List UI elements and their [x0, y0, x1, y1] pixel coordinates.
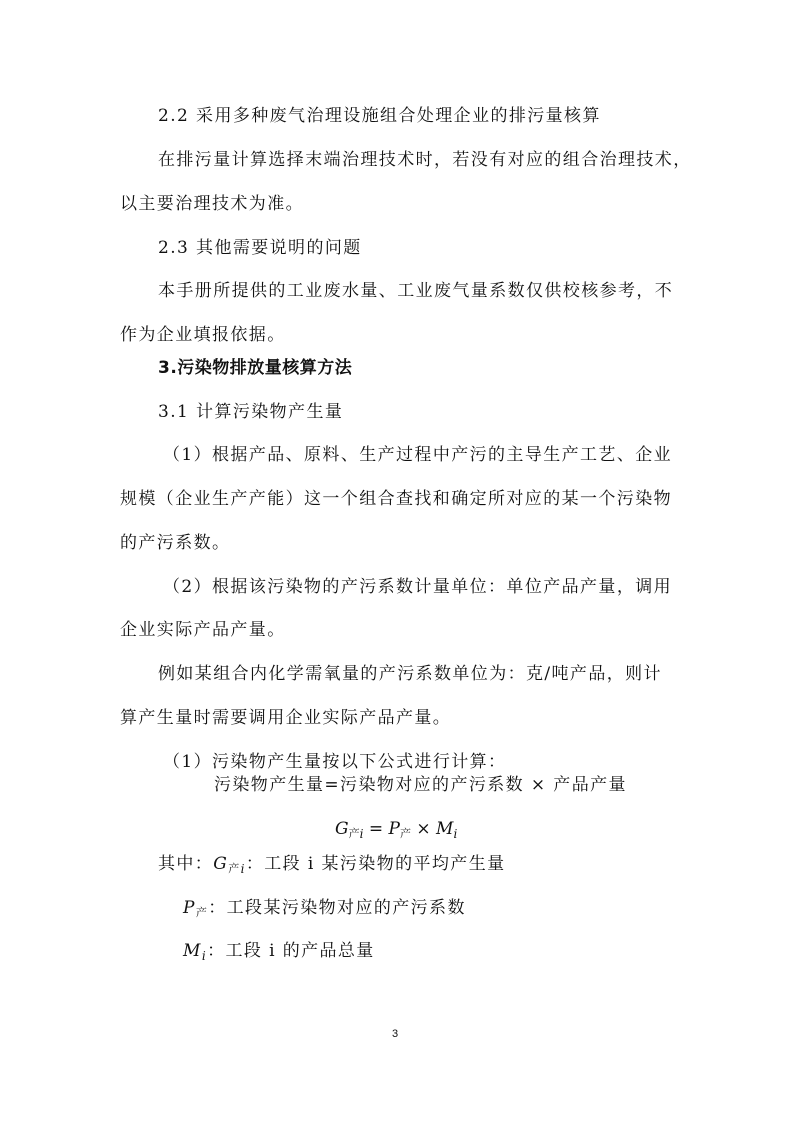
paragraph-line: 作为企业填报依据。 — [120, 325, 286, 345]
paragraph-line: 例如某组合内化学需氧量的产污系数单位为：克/吨产品，则计 — [158, 664, 662, 684]
formula-equals: = — [363, 819, 389, 839]
definition-p-text: ：工段某污染物对应的产污系数 — [208, 898, 466, 918]
formula-times: × — [410, 819, 437, 839]
definition-line-g — [158, 853, 506, 880]
main-formula — [335, 818, 457, 845]
definition-m-text: ：工段 i 的产品总量 — [207, 941, 375, 961]
def-m-i: i — [201, 949, 208, 963]
paragraph-line: （1）污染物产生量按以下公式进行计算： — [163, 752, 507, 772]
paragraph-line: 以主要治理技术为准。 — [120, 194, 304, 214]
formula-g: G — [335, 819, 349, 839]
formula-m-i: i — [453, 827, 458, 841]
def-p-sub: 产 — [195, 906, 209, 919]
definition-line-p — [183, 897, 466, 924]
formula-m: M — [436, 819, 454, 839]
definition-prefix: 其中： — [158, 854, 214, 874]
formula-g-i: i — [359, 827, 364, 841]
paragraph-line: 的产污系数。 — [120, 533, 231, 553]
section-heading-3-1: 3.1 计算污染物产生量 — [158, 402, 344, 422]
paragraph-line: 规模（企业生产产能）这一个组合查找和确定所对应的某一个污染物 — [120, 489, 672, 509]
formula-p-sub: 产 — [399, 827, 411, 840]
paragraph-line: 企业实际产品产量。 — [120, 620, 286, 640]
word-formula: 污染物产生量=污染物对应的产污系数 × 产品产量 — [214, 775, 627, 795]
paragraph-line: 算产生量时需要调用企业实际产品产量。 — [120, 708, 452, 728]
definition-line-m — [183, 940, 375, 967]
section-heading-3: 3.污染物排放量核算方法 — [158, 358, 353, 378]
section-heading-2-2: 2.2 采用多种废气治理设施组合处理企业的排污量核算 — [158, 106, 601, 126]
def-g-sub: 产 — [228, 862, 241, 875]
def-g-i: i — [240, 862, 246, 876]
def-g-symbol: G — [213, 854, 229, 874]
page-number: 3 — [392, 1028, 399, 1040]
paragraph-line: （2）根据该污染物的产污系数计量单位：单位产品产量，调用 — [163, 577, 673, 597]
def-m-symbol: M — [183, 941, 202, 961]
paragraph-line: 本手册所提供的工业废水量、工业废气量系数仅供校核参考，不 — [158, 281, 674, 301]
formula-p: P — [388, 819, 400, 839]
paragraph-line: 在排污量计算选择末端治理技术时，若没有对应的组合治理技术， — [158, 150, 692, 170]
formula-g-sub: 产 — [348, 827, 360, 840]
definition-g-text: ：工段 i 某污染物的平均产生量 — [245, 854, 506, 874]
paragraph-line: （1）根据产品、原料、生产过程中产污的主导生产工艺、企业 — [163, 445, 673, 465]
def-p-symbol: P — [183, 898, 196, 918]
section-heading-2-3: 2.3 其他需要说明的问题 — [158, 238, 362, 258]
